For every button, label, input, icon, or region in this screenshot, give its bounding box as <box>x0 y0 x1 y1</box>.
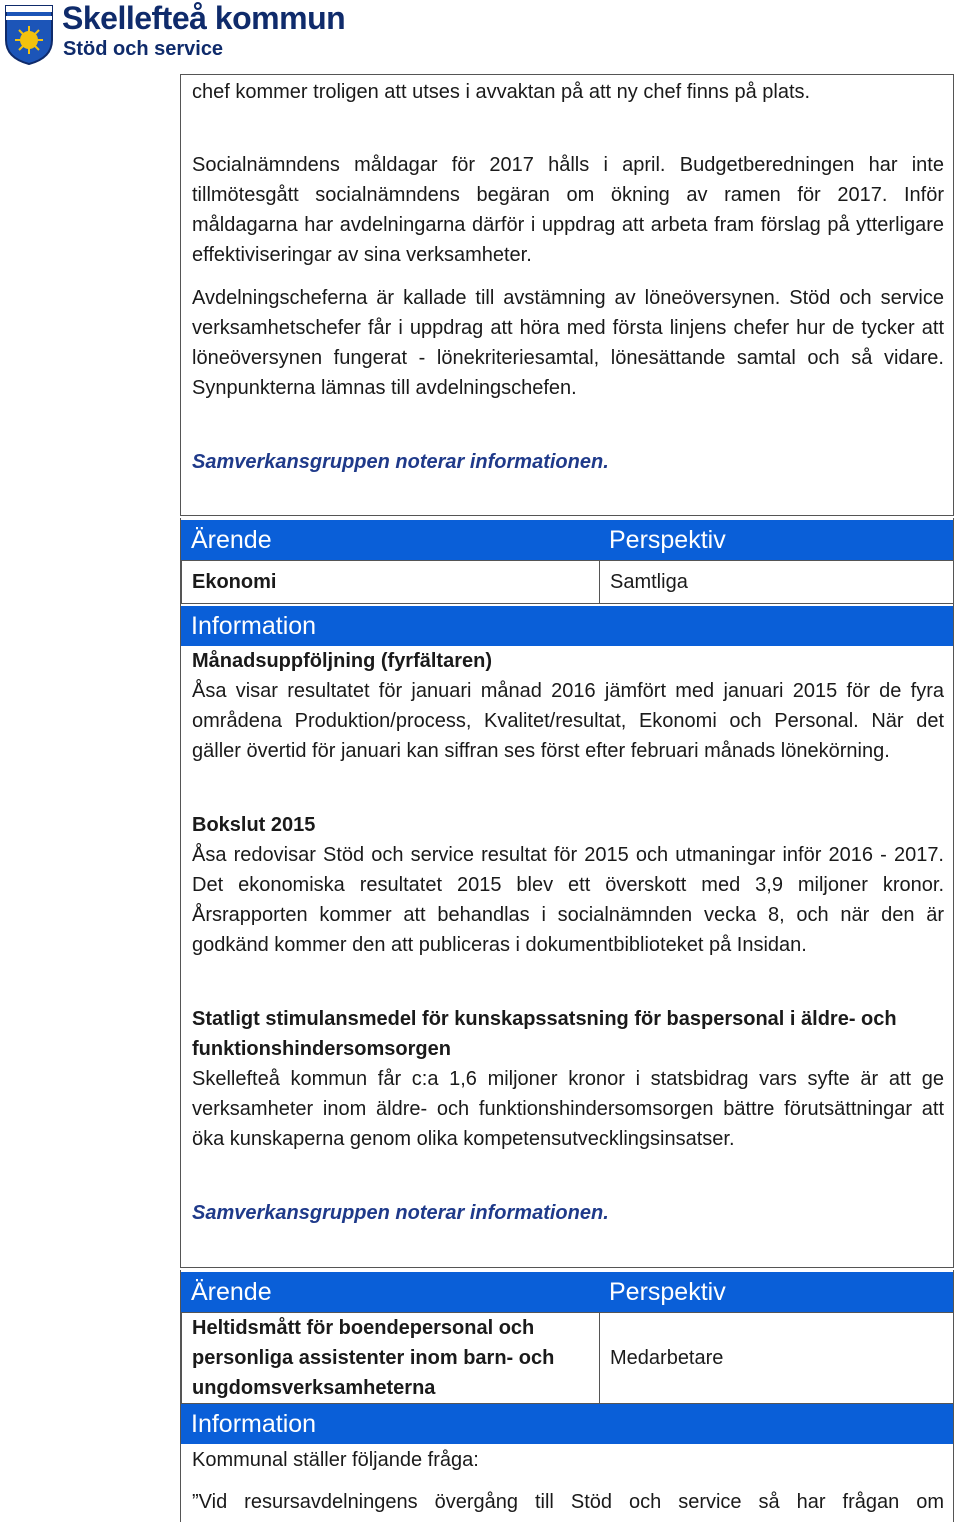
perspektiv-value: Medarbetare <box>599 1312 954 1404</box>
paragraph-maldagar: Socialnämndens måldagar för 2017 hålls i april. Budgetberedningen har inte tillmötesgått socialnämndens begäran om ökning av ramen för 2017. Inför måldagarna har avdelningarna därför i uppdrag att arbeta fram förslag på ytterligare effektiviseringar av sina verksamheter. <box>192 154 944 266</box>
brand-subtitle: Stöd och service <box>63 38 224 60</box>
information-header: Information <box>181 1404 953 1444</box>
paragraph-chef: chef kommer troligen att utses i avvaktan på att ny chef finns på plats. <box>192 81 811 103</box>
arende-header: Ärende <box>181 1272 599 1312</box>
item-title-manadsuppfoljning: Månadsuppföljning (fyrfältaren) <box>192 650 492 672</box>
item-text-manadsuppfoljning: Åsa visar resultatet för januari månad 2016 jämfört med januari 2015 för de fyra områdena Produktion/process, Kvalitet/resultat, Ekonomi och Personal. När det gäller övertid för januari kan siffran ses först efter februari månads lönekörning. <box>192 680 944 762</box>
section-conclusion: Samverkansgruppen noterar informationen. <box>192 1202 609 1224</box>
minutes-section-continued <box>180 74 954 516</box>
item-text-stimulansmedel: Skellefteå kommun får c:a 1,6 miljoner kronor i statsbidrag vars syfte är att ge verksamheter inom äldre- och funktionshindersomsorgen bättre förutsättningar att öka kunskaperna genom olika kompetensutvecklingsinsatser. <box>192 1068 944 1150</box>
perspektiv-header: Perspektiv <box>599 1272 953 1312</box>
brand-name: Skellefteå kommun <box>62 0 346 36</box>
item-title-bokslut: Bokslut 2015 <box>192 814 316 836</box>
paragraph-quote: ”Vid resursavdelningens övergång till Stöd och service så har frågan om <box>192 1491 944 1513</box>
item-text-bokslut: Åsa redovisar Stöd och service resultat för 2015 och utmaningar inför 2016 - 2017. Det ekonomiska resultatet 2015 blev ett överskott med 3,9 miljoner kronor. Årsrapporten kommer att behandlas i socialnämnden vecka 8, och när den är godkänd kommer den att publiceras i dokumentbiblioteket på Insidan. <box>192 844 944 956</box>
item-title-stimulansmedel: Statligt stimulansmedel för kunskapssatsning för baspersonal i äldre- och funktionshindersomsorgen <box>192 1008 897 1060</box>
perspektiv-header: Perspektiv <box>599 520 953 560</box>
agenda-item-heltidsmatt <box>180 1270 954 1522</box>
arende-value: Heltidsmått för boendepersonal och personliga assistenter inom barn- och ungdomsverksamheterna <box>181 1312 600 1404</box>
skelleftea-shield-icon <box>4 4 54 66</box>
information-header: Information <box>181 606 953 646</box>
perspektiv-value: Samtliga <box>599 560 954 604</box>
agenda-item-ekonomi <box>180 518 954 1268</box>
arende-header: Ärende <box>181 520 599 560</box>
paragraph-kommunal-fraga: Kommunal ställer följande fråga: <box>192 1449 479 1471</box>
paragraph-loneoversyn: Avdelningscheferna är kallade till avstämning av löneöversynen. Stöd och service verksamhetschefer får i uppdrag att höra med första linjens chefer hur de tycker att löneöversynen fungerat - lönekriteriesamtal, lönesättande samtal och så vidare. Synpunkterna lämnas till avdelningschefen. <box>192 287 944 399</box>
arende-value: Ekonomi <box>181 560 600 604</box>
section-conclusion: Samverkansgruppen noterar informationen. <box>192 451 609 473</box>
page-header <box>0 0 960 72</box>
